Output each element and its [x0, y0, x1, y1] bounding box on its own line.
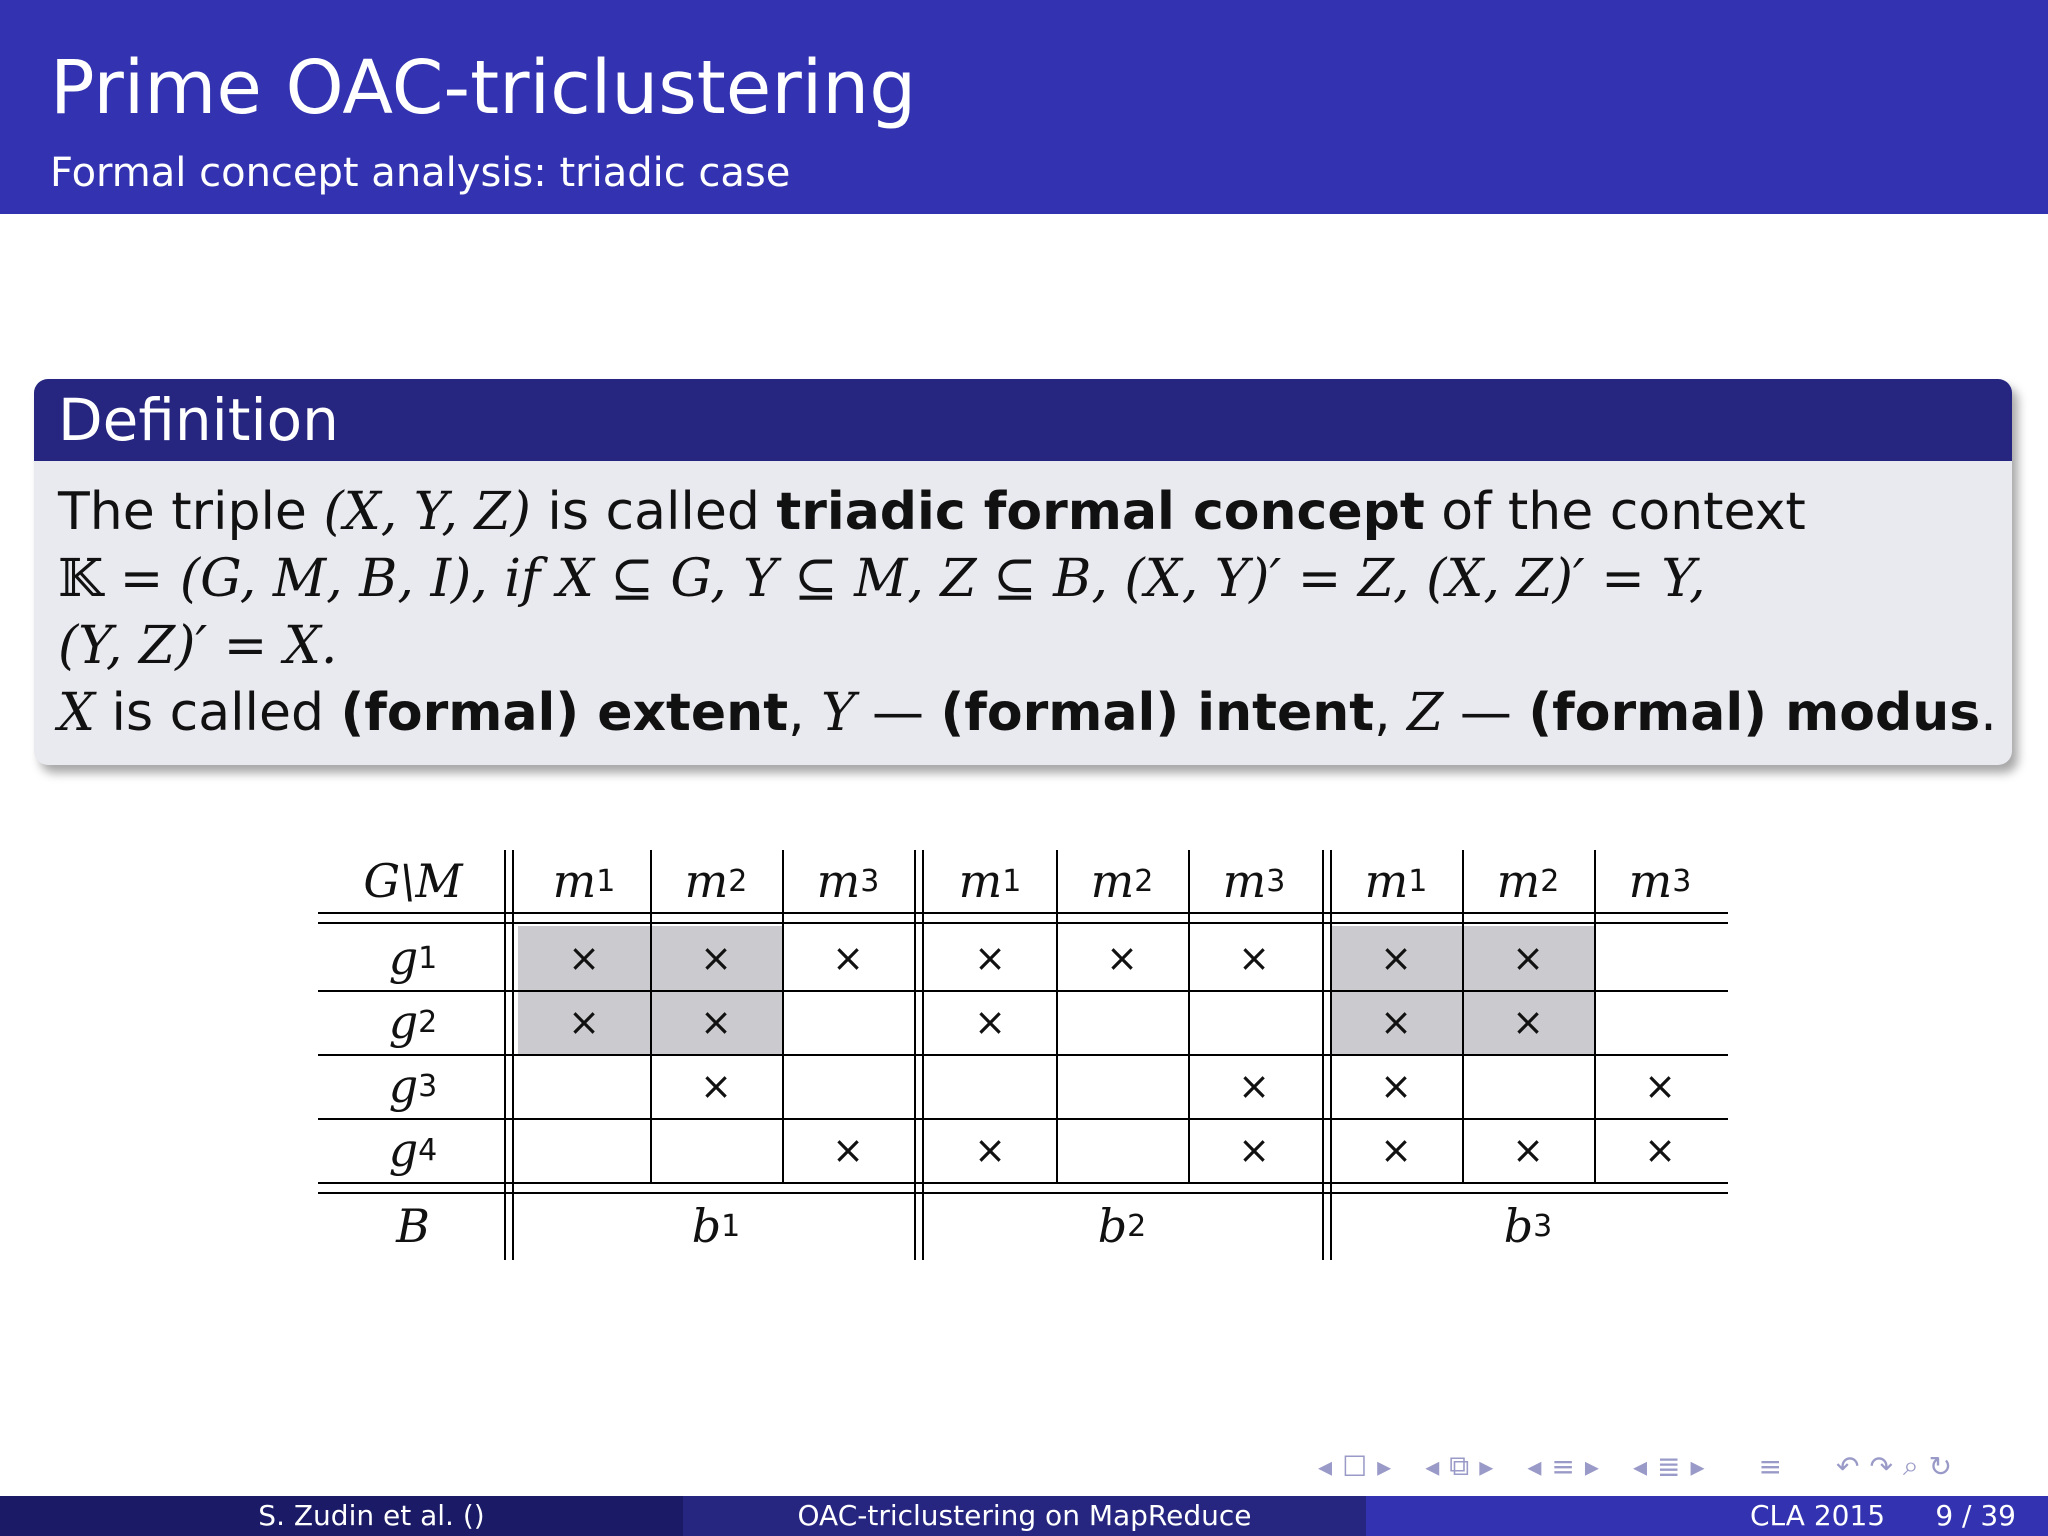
table-cell — [924, 1054, 1056, 1118]
text: , — [1374, 683, 1408, 743]
cross-mark: × — [1380, 1000, 1412, 1044]
table-cell — [782, 926, 914, 990]
text: — — [1443, 683, 1529, 743]
condition-label: b 1 — [691, 1199, 741, 1253]
cross-mark: × — [1238, 936, 1270, 980]
table-cell — [1056, 1118, 1188, 1182]
footer-short-title: OAC-triclustering on MapReduce — [683, 1496, 1366, 1536]
frame-title-bar — [0, 0, 2048, 214]
row-label: g 1 — [388, 931, 438, 985]
footer-bar — [0, 1496, 2048, 1536]
nav-frame-prev-icon[interactable]: ◂ — [1318, 1449, 1333, 1483]
definition-block — [34, 379, 2012, 765]
math-z: Z — [1407, 683, 1444, 743]
table-rule — [782, 850, 784, 1182]
table-rule — [1462, 850, 1464, 1182]
nav-back-icon[interactable]: ↻ — [1928, 1449, 1953, 1483]
cross-mark: × — [1512, 1000, 1544, 1044]
cross-mark: × — [832, 1128, 864, 1172]
table-cell — [1330, 1118, 1462, 1182]
text: is called — [530, 482, 777, 542]
math-condition: (Y, Z)′ = X. — [58, 616, 338, 676]
condition-label: b 2 — [1097, 1199, 1147, 1253]
math-y: Y — [821, 683, 856, 743]
table-cell — [782, 990, 914, 1054]
nav-toc-icon[interactable]: ≡ — [1758, 1449, 1783, 1483]
definition-line-3 — [58, 613, 2012, 680]
table-cell — [1330, 990, 1462, 1054]
column-header: m 1 — [1364, 854, 1428, 908]
table-cell — [1594, 1054, 1726, 1118]
table-cell — [1462, 990, 1594, 1054]
triadic-context-table — [318, 842, 1728, 1260]
math-triple: (X, Y, Z) — [323, 482, 531, 542]
table-cell — [1056, 1054, 1188, 1118]
footer-authors: S. Zudin et al. () — [0, 1496, 683, 1536]
table-rule — [1594, 850, 1596, 1182]
table-rule — [922, 850, 924, 1260]
math-x: X — [58, 683, 96, 743]
text: of the context — [1424, 482, 1806, 542]
table-rule — [318, 1192, 1728, 1194]
cross-mark: × — [974, 936, 1006, 980]
nav-subsubsection-icon[interactable]: ≣ — [1657, 1449, 1681, 1483]
table-rule — [512, 850, 514, 1260]
table-cell — [782, 1054, 914, 1118]
table-cell — [1188, 990, 1320, 1054]
cross-mark: × — [832, 936, 864, 980]
column-header: m 3 — [816, 854, 880, 908]
bottom-label: B — [396, 1199, 430, 1253]
text: . — [1980, 683, 1997, 743]
page-title: Prime OAC-triclustering — [50, 45, 917, 131]
table-rule — [318, 1118, 1728, 1120]
nav-subsection-prev-icon[interactable]: ◂ — [1425, 1449, 1440, 1483]
definition-line-2 — [58, 546, 2012, 613]
definition-line-1 — [58, 479, 2012, 546]
math-conditions: = (G, M, B, I), if X ⊆ G, Y ⊆ M, Z ⊆ B, (X, Y)′ = Z, (X, Z)′ = Y, — [103, 549, 1706, 609]
table-cell — [650, 990, 782, 1054]
table-rule — [1330, 850, 1332, 1260]
table-cell — [518, 990, 650, 1054]
cross-mark: × — [1380, 936, 1412, 980]
cross-mark: × — [568, 936, 600, 980]
table-cell — [1594, 990, 1726, 1054]
nav-undo-icon[interactable]: ↶ — [1836, 1449, 1860, 1483]
text: , — [788, 683, 822, 743]
nav-section-prev-icon[interactable]: ◂ — [1527, 1449, 1542, 1483]
table-cell — [650, 1118, 782, 1182]
table-rule — [1188, 850, 1190, 1182]
table-cell — [1330, 926, 1462, 990]
table-rule — [914, 850, 916, 1260]
table-cell — [1330, 1054, 1462, 1118]
table-rule — [504, 850, 506, 1260]
table-cell — [1462, 1054, 1594, 1118]
column-header: m 1 — [958, 854, 1022, 908]
nav-subsubsection-prev-icon[interactable]: ◂ — [1632, 1449, 1648, 1483]
table-cell — [924, 990, 1056, 1054]
cross-mark: × — [1644, 1128, 1676, 1172]
navigation-bar — [1318, 1448, 1952, 1484]
text: is called — [95, 683, 341, 743]
cross-mark: × — [1644, 1064, 1676, 1108]
cross-mark: × — [1512, 936, 1544, 980]
table-cell — [924, 1118, 1056, 1182]
cross-mark: × — [974, 1128, 1006, 1172]
nav-frame-icon[interactable]: ☐ — [1342, 1449, 1368, 1483]
table-rule — [318, 990, 1728, 992]
corner-label: G\M — [363, 854, 463, 908]
table-cell — [1056, 990, 1188, 1054]
table-cell — [782, 1118, 914, 1182]
condition-label: b 3 — [1503, 1199, 1553, 1253]
table-cell — [518, 1118, 650, 1182]
table-cell — [1188, 926, 1320, 990]
table-rule — [318, 922, 1728, 924]
cross-mark: × — [1106, 936, 1138, 980]
footer-right — [1366, 1496, 2048, 1536]
definition-line-4 — [58, 680, 2012, 747]
context-symbol: 𝕂 — [58, 549, 104, 609]
column-header: m 2 — [1496, 854, 1560, 908]
column-header: m 2 — [1090, 854, 1154, 908]
row-label: g 3 — [388, 1059, 438, 1113]
cross-mark: × — [700, 1064, 732, 1108]
table-cell — [1462, 1118, 1594, 1182]
nav-frame-next-icon[interactable]: ▸ — [1377, 1449, 1392, 1483]
nav-subsubsection-next-icon[interactable]: ▸ — [1690, 1449, 1705, 1483]
footer-conference: CLA 2015 — [1750, 1499, 1886, 1532]
nav-section-icon[interactable]: ≡ — [1551, 1449, 1575, 1483]
row-label: g 2 — [388, 995, 438, 1049]
cross-mark: × — [1238, 1128, 1270, 1172]
table-cell — [1056, 926, 1188, 990]
term-triadic-formal-concept: triadic formal concept — [776, 482, 1425, 542]
page-number: 9 / 39 — [1935, 1499, 2016, 1532]
table-cell — [924, 926, 1056, 990]
term-modus: (formal) modus — [1528, 683, 1981, 743]
table-cell — [1188, 1054, 1320, 1118]
cross-mark: × — [974, 1000, 1006, 1044]
column-header: m 2 — [684, 854, 748, 908]
table-cell — [518, 1054, 650, 1118]
table-rule — [650, 850, 652, 1182]
cross-mark: × — [1512, 1128, 1544, 1172]
nav-redo-icon[interactable]: ↷ — [1869, 1449, 1893, 1483]
term-intent: (formal) intent — [940, 683, 1375, 743]
column-header: m 3 — [1222, 854, 1286, 908]
nav-subsection-next-icon[interactable]: ▸ — [1479, 1449, 1494, 1483]
table-rule — [318, 912, 1728, 914]
cross-mark: × — [700, 936, 732, 980]
definition-heading: Definition — [34, 379, 2012, 461]
table-cell — [1188, 1118, 1320, 1182]
nav-section-next-icon[interactable]: ▸ — [1584, 1449, 1599, 1483]
cross-mark: × — [1238, 1064, 1270, 1108]
table-rule — [1056, 850, 1058, 1182]
column-header: m 3 — [1628, 854, 1692, 908]
table-cell — [650, 1054, 782, 1118]
nav-subsection-icon[interactable]: ⧉ — [1449, 1449, 1470, 1482]
cross-mark: × — [1380, 1064, 1412, 1108]
definition-body — [34, 461, 2012, 747]
table-cell — [518, 926, 650, 990]
text: — — [855, 683, 941, 743]
text: The triple — [58, 482, 324, 542]
nav-search-icon[interactable]: ⌕ — [1902, 1449, 1919, 1482]
table-cell — [1594, 1118, 1726, 1182]
cross-mark: × — [700, 1000, 732, 1044]
cross-mark: × — [1380, 1128, 1412, 1172]
page-subtitle: Formal concept analysis: triadic case — [50, 150, 791, 196]
table-cell — [1462, 926, 1594, 990]
row-label: g 4 — [388, 1123, 438, 1177]
table-rule — [1322, 850, 1324, 1260]
table-rule — [318, 1054, 1728, 1056]
cross-mark: × — [568, 1000, 600, 1044]
column-header: m 1 — [552, 854, 616, 908]
table-cell — [650, 926, 782, 990]
term-extent: (formal) extent — [340, 683, 789, 743]
table-rule — [318, 1182, 1728, 1184]
table-cell — [1594, 926, 1726, 990]
